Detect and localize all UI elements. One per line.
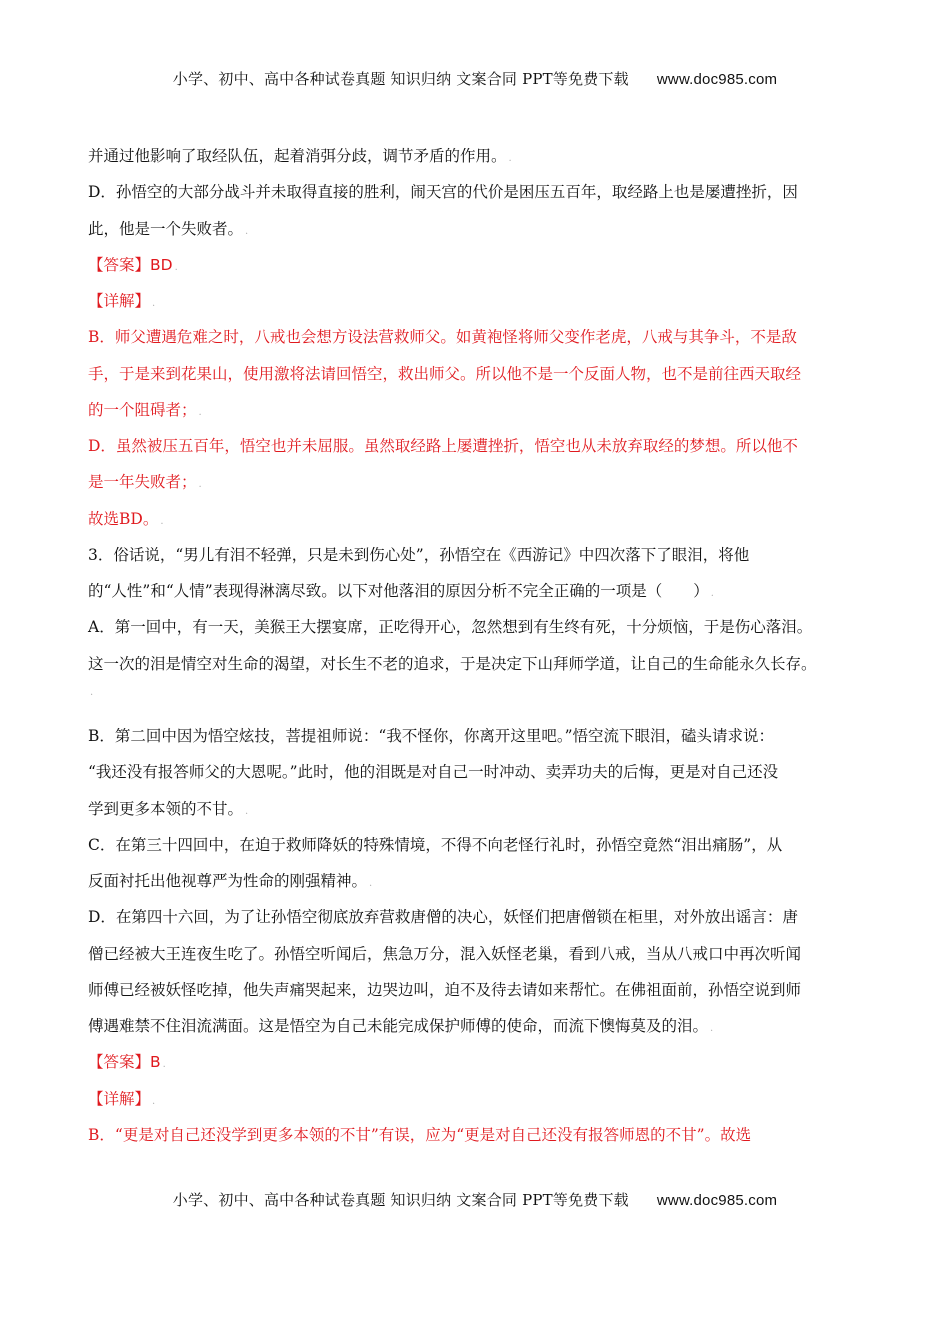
- question-3-line: 3．俗话说，“男儿有泪不轻弹，只是未到伤心处”，孙悟空在《西游记》中四次落下了眼泪，将他: [88, 546, 750, 564]
- explanation-line: D．虽然被压五百年，悟空也并未屈服。虽然取经路上屡遭挫折，悟空也从未放弃取经的梦想。所以他不: [88, 437, 798, 455]
- page-header: [0, 68, 950, 89]
- explanation-line: 的一个阻碍者； .: [88, 401, 202, 419]
- answer-label: 【答案】BD .: [88, 256, 178, 274]
- explanation-line: B．“更是对自己还没学到更多本领的不甘”有误，应为“更是对自己还没有报答师恩的不甘”。故选: [88, 1126, 752, 1144]
- header-url[interactable]: www.doc985.com: [656, 71, 778, 88]
- option-c-line: C．在第三十四回中，在迫于救师降妖的特殊情境，不得不向老怪行礼时，孙悟空竟然“泪出痛肠”，从: [88, 836, 783, 854]
- text-line: 此，他是一个失败者。 .: [88, 220, 249, 238]
- explanation-line: B．师父遭遇危难之时，八戒也会想方设法营救师父。如黄袍怪将师父变作老虎，八戒与其争斗，不是敌: [88, 328, 797, 346]
- option-a-line: 这一次的泪是情空对生命的渴望，对长生不老的追求，于是决定下山拜师学道，让自己的生命能永久长存。: [88, 655, 817, 673]
- question-3-line: 的“人性”和“人情”表现得淋漓尽致。以下对他落泪的原因分析不完全正确的一项是（ ） .: [88, 582, 714, 600]
- footer-url[interactable]: www.doc985.com: [656, 1192, 778, 1209]
- page-footer: [0, 1189, 950, 1210]
- header-text: 小学、初中、高中各种试卷真题 知识归纳 文案合同 PPT等免费下载: [172, 70, 629, 88]
- explanation-line: 手，于是来到花果山，使用激将法请回悟空，救出师父。所以他不是一个反面人物，也不是前往西天取经: [88, 365, 802, 383]
- footer-text: 小学、初中、高中各种试卷真题 知识归纳 文案合同 PPT等免费下载: [172, 1191, 629, 1209]
- option-d-line: D．在第四十六回，为了让孙悟空彻底放弃营救唐僧的决心，妖怪们把唐僧锁在柜里，对外放出谣言：唐: [88, 908, 798, 926]
- option-c-line: 反面衬托出他视尊严为性命的刚强精神。 .: [88, 872, 373, 890]
- text-line: 并通过他影响了取经队伍，起着消弭分歧，调节矛盾的作用。 .: [88, 147, 512, 165]
- explanation-label: 【详解】 .: [88, 292, 156, 310]
- conclusion-line: 故选BD。 .: [88, 510, 164, 528]
- option-d-line: D．孙悟空的大部分战斗并未取得直接的胜利，闹天宫的代价是困压五百年，取经路上也是屡遭挫折，因: [88, 183, 798, 201]
- option-d-line: 僧已经被大王连夜生吃了。孙悟空听闻后，焦急万分，混入妖怪老巢，看到八戒，当从八戒口中再次听闻: [88, 945, 802, 963]
- option-b-line: B．第二回中因为悟空炫技，菩提祖师说：“我不怪你，你离开这里吧。”悟空流下眼泪，磕头请求说：: [88, 727, 774, 745]
- answer-label: 【答案】B .: [88, 1053, 166, 1071]
- explanation-line: 是一年失败者； .: [88, 473, 202, 491]
- option-b-line: “我还没有报答师父的大恩呢。”此时，他的泪既是对自己一时冲动、卖弄功夫的后悔，更是对自己还没: [88, 763, 779, 781]
- option-b-line: 学到更多本领的不甘。 .: [88, 800, 249, 818]
- paragraph-mark: .: [90, 687, 94, 698]
- option-d-line: 师傅已经被妖怪吃掉，他失声痛哭起来，边哭边叫，迫不及待去请如来帮忙。在佛祖面前，孙悟空说到师: [88, 981, 802, 999]
- explanation-label: 【详解】 .: [88, 1090, 156, 1108]
- option-a-line: A．第一回中，有一天，美猴王大摆宴席，正吃得开心，忽然想到有生终有死，十分烦恼，于是伤心落泪。: [88, 618, 813, 636]
- option-d-line: 傅遇难禁不住泪流满面。这是悟空为自己未能完成保护师傅的使命，而流下懊悔莫及的泪。 .: [88, 1017, 714, 1035]
